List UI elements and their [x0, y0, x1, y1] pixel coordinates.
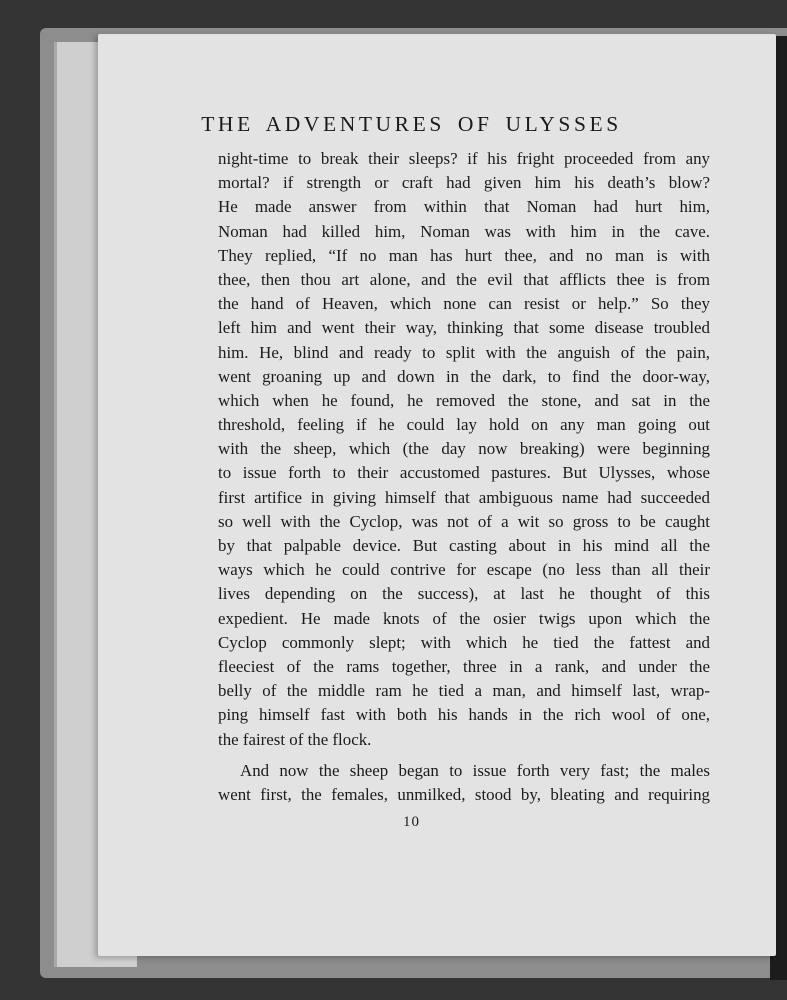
text-line: expedient. He made knots of the osier twigs upon which the	[218, 608, 710, 628]
text-line: thee, then thou art alone, and the evil that afflicts thee is from	[218, 269, 710, 289]
text-line: threshold, feeling if he could lay hold on any man going out	[218, 415, 710, 435]
text-line: lives depending on the success), at last he thought of this	[218, 584, 710, 604]
page-body-text	[218, 147, 710, 807]
text-line: so well with the Cyclop, was not of a wit so gross to be caught	[218, 511, 710, 531]
text-line: by that palpable device. But casting about in his mind all the	[218, 536, 710, 555]
text-line: mortal? if strength or craft had given him his death’s blow?	[218, 173, 710, 193]
text-line: first artifice in giving himself that ambiguous name had succeeded	[218, 487, 710, 507]
paragraph-gap	[218, 752, 710, 759]
text-line: the hand of Heaven, which none can resist or help.” So they	[218, 294, 710, 314]
text-line: went first, the females, unmilked, stood by, bleating and requiring	[218, 784, 710, 804]
text-line: Cyclop commonly slept; with which he tied the fattest and	[218, 632, 710, 652]
text-line: which when he found, he removed the stone, and sat in the	[218, 390, 710, 410]
page-number: 10	[403, 814, 420, 830]
text-line: night-time to break their sleeps? if his fright proceeded from any	[218, 149, 710, 168]
text-line: They replied, “If no man has hurt thee, and no man is with	[218, 245, 710, 265]
text-line: the fairest of the flock.	[218, 729, 372, 749]
text-line: Noman had killed him, Noman was with him in the cave.	[218, 221, 710, 241]
text-line: fleeciest of the rams together, three in a rank, and under the	[218, 656, 710, 676]
running-head: THE ADVENTURES OF ULYSSES	[201, 112, 622, 136]
text-line: ways which he could contrive for escape (no less than all their	[218, 560, 710, 580]
text-line: him. He, blind and ready to split with the anguish of the pain,	[218, 342, 710, 362]
text-line: belly of the middle ram he tied a man, and himself last, wrap-	[218, 681, 710, 701]
text-line: left him and went their way, thinking that some disease troubled	[218, 318, 710, 338]
text-line: He made answer from within that Noman had hurt him,	[218, 197, 710, 217]
text-line: went groaning up and down in the dark, to find the door-way,	[218, 366, 710, 386]
text-line: And now the sheep began to issue forth very fast; the males	[240, 760, 710, 780]
text-line: with the sheep, which (the day now breaking) were beginning	[218, 439, 710, 459]
text-line: ping himself fast with both his hands in the rich wool of one,	[218, 705, 710, 725]
text-line: to issue forth to their accustomed pastures. But Ulysses, whose	[218, 463, 710, 483]
